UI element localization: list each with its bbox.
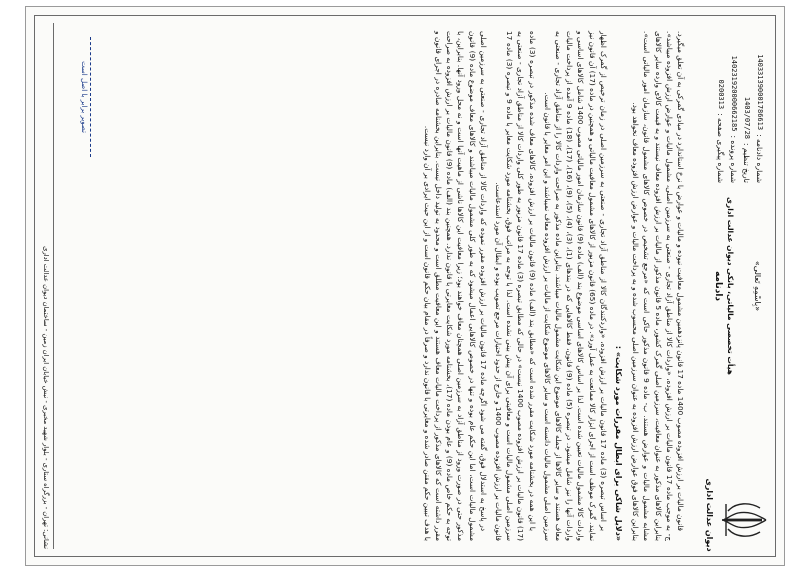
meta-row-date	[740, 33, 753, 183]
meta-row-followup	[714, 33, 727, 183]
meta-date-label: تاریخ تنظیم :	[741, 142, 751, 183]
meta-case-label: شماره پرونده :	[728, 134, 738, 183]
scanned-document-page	[25, 6, 785, 566]
section-heading: «دلایل شاکی برای ابطال مقررات مورد شکایت» :	[613, 345, 623, 541]
letter-meta-block	[714, 33, 766, 183]
meta-followup-value: 0200313	[716, 79, 725, 109]
body-paragraph: در پاسخ به استدلال فوق، گفته می شود اگرچه ماده 17 قانون مالیات بر ارزش افزوده مقرر نموده که واردات کالا از مناطق آزاد تجاری - صنعتی به سرزمین اصلی مشمول مالیات است، اما این حکم عام بوده و تنها در خصوص کالاهایی اعمال میشود که به طور کلی مشمول مالیات میباشند و کالاهای معاف موضوع ماده (9) قانون مذکور حتی در صورت ورود از مناطق آزاد به سرزمین اصلی همچنان معاف خواهند بود؛ زیرا معافیت این کالاها ناشی از ماهیت آنها است و نه محل ورود آنها. بنابراین، با توجه به حکم خاص ماده (9) و عام بودن ماده (17)، بخشنامه مورد شکایت مغایرتی با قانون ندارد. همچنین بند (الف) ماده (9) قانون مالیات بر ارزش افزوده به صراحت مقرر داشته است که کالاهای مذکور از پرداخت مالیات معاف هستند و این معافیت مطلق است و محدود به تولید داخل نیست. بنابراین بخشنامه صادره در اجرای قانون و با هدف تبیین حکم مقنن صادر شده و مغایرتی با قانون ندارد و صرفاً در مقام بیان حکم قانون است و از این حیث ایرادی بر آن وارد نیست.	[422, 30, 488, 541]
court-name: دیوان عدالت اداری	[704, 477, 714, 552]
certified-copy-stamp: تصویر برابر با اصل است	[80, 37, 91, 157]
board-name: هیأت تخصصی مالیاتی، بانکی دیوان عدالت اداری	[725, 196, 735, 375]
meta-number-value: 140331390001786613	[755, 53, 764, 130]
meta-case-value: 140231920000662185	[729, 55, 738, 131]
body-paragraph: بر اساس تبصره (3) ماده 17 قانون مالیات بر ارزش افزوده، «واردکنندگان کالا از مناطق آزاد تجاری - صنعتی به سرزمین اصلی در زمان ترخیص از گمرک اظهار نمایند. گمرک موظف است از اجرای ابزار کالا ممانعت به عمل آورد». در ماده (65) قانون مزبور از کالاهای مشمول معافیت مالیاتی و همچنین در ماده (17) آن قانون نیز واردات کالا مشمول مالیات تعیین شده است. لذا بر اساس کالاهای اساسی موضوع بند (الف) ماده (9) قانون سازمان امور مالیاتی مصوب 1400 شامل کالاهای اساسی و واردات آنها را نیز شامل میشود. در تبصره (5) ماده (9) قانون، فقط کالاهایی که در بندهای (1)، (3)، (4)، (5)، (9)، (16)، (17)، (18) ماده 9 آمده از پرداخت مالیات معاف هستند و سایر کالاها از جمله کالاهای موضوع این شکایت مشمول مالیات میباشند. بنابراین ماده مذکور به صراحت واردات کالا را از مناطق آزاد تجاری - صنعتی به سرزمین اصلی مشمول مالیات دانسته است و سایر کالاهای موضوع شکایت از مالیات بر ارزش افزوده معاف نمیباشند و این امر مغایر با قانون است.	[542, 30, 608, 541]
meta-row-case	[727, 33, 740, 183]
body-paragraph: با این همه در بخشنامه مورد شکایت مقرر شده است که «مطابق بند (الف) ماده (9) قانون مالیات بر ارزش افزوده، کالاهای معاف شده مذکور در تبصره (3) ماده (17) قانون مالیات بر ارزش افزوده مصوب 1400 نیست» در حالی که مطابق تبصره (3) ماده 17 قانون مزبور به طور کلی واردات کالا از مناطق آزاد تجاری - صنعتی به سرزمین اصلی مشمول مالیات است و معافیتی برای آن پیش بینی نشده است. لذا با توجه به مراتب فوق، بخشنامه مورد شکایت مغایر با ماده 9 و تبصره (3) ماده 17 قانون مالیات بر ارزش افزوده مصوب 1400 و خارج از حدود اختیارات مرجع تصویب بوده و ابطال آن مورد استدعاست.	[493, 30, 537, 541]
meta-number-label: شماره دادنامه :	[754, 133, 764, 183]
meta-followup-label: شماره پیگیری صفحه :	[715, 112, 725, 183]
bismillah-line: «بِاسْمِهِ تَعالی»	[752, 260, 762, 311]
meta-row-number	[753, 33, 766, 183]
meta-date-value: 1403/07/28	[742, 96, 751, 139]
body-paragraph: قانون مالیات بر ارزش افزوده مصوب 1400 ماده 17 قانون پانزدهمین مشمول معافیت نبوده و مالیات و عوارض با نرخ استاندارد در مبادی گمرکی به آن تعلق میگیرد. ج- به موجب ماده 17 قانون مالیات بر ارزش افزوده، «واردات کالا از مناطق آزاد تجاری - صنعتی به سرزمین اصلی، مشمول مالیات و عوارض ارزش افزوده میباشد». بنابراین کالاهای مذکور به عنوان معافیت، سرزمین اصلی گمرک کشور، ماده 5 قانون مذکور از مالیات بر ارزش افزوده معاف نیستند و به قیمت کالای وارده سایر کالاهای مشابه مشمول مالیات و عوارض هستند. ب- ماده 9 قانون مذکور حاکی است که «مرجع تشخیص در خصوص کالاهای مشمول قانون، سازمان امور مالیاتی است». بنابراین کالاهای فوق عوارض ارزش افزوده به عنوان سرزمین اصلی محسوب شده و به پرداخت مالیات و عوارض ارزش افزوده معاف نخواهد بود.	[630, 30, 685, 541]
ruling-title: دادنامه	[712, 270, 723, 301]
ruling-body	[66, 31, 686, 541]
address-footer: نشانی: تهران - بزرگراه ستاری - بلوار شهید مخبری - نبش خیابان ایران زمین - ساختمان دیوان عدالت اداری	[42, 23, 54, 549]
